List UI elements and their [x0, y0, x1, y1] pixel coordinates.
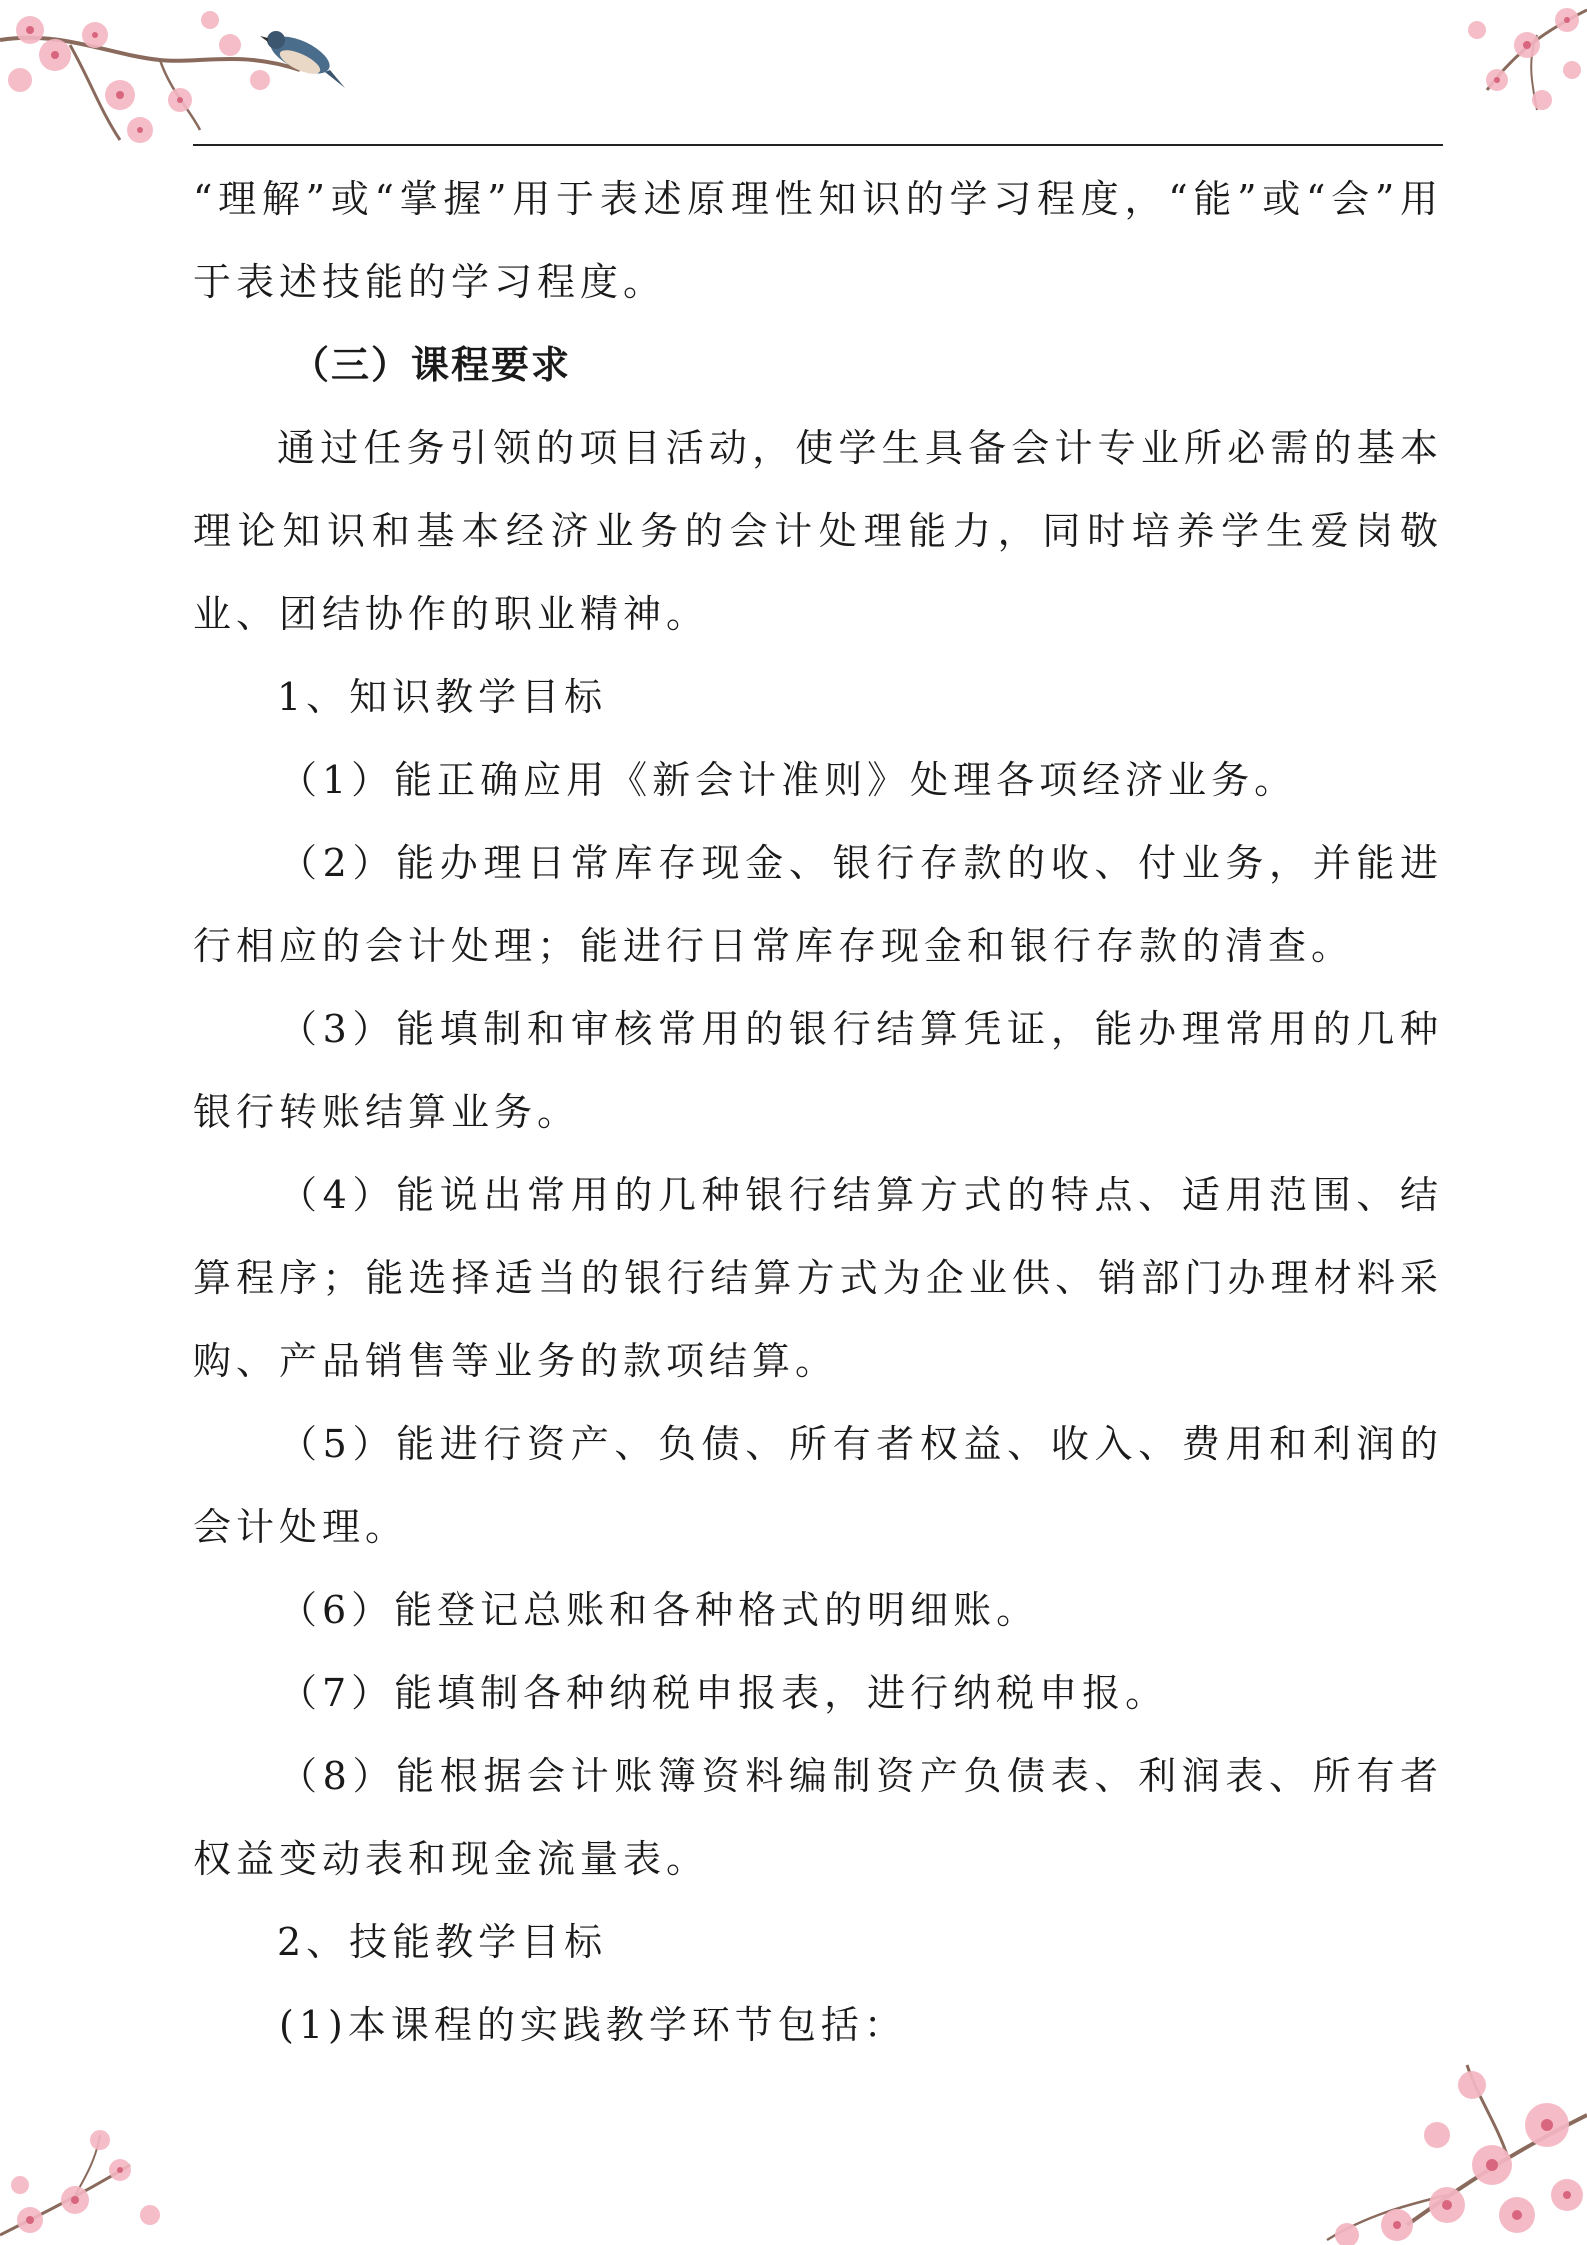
objective-item-2: （2）能办理日常库存现金、银行存款的收、付业务，并能进行相应的会计处理；能进行日常库存现金和银行存款的清查。 [193, 841, 1443, 968]
cherry-blossom-bottom-right-decoration [1147, 2055, 1587, 2245]
objective-item-4: （4）能说出常用的几种银行结算方式的特点、适用范围、结算程序；能选择适当的银行结算方式为企业供、销部门办理材料采购、产品销售等业务的款项结算。 [193, 1173, 1443, 1383]
cherry-blossom-bottom-left-decoration [0, 2105, 200, 2245]
objective-item-5: （5）能进行资产、负债、所有者权益、收入、费用和利润的会计处理。 [193, 1422, 1443, 1549]
section-heading-course-requirements: （三）课程要求 [291, 343, 572, 387]
objective-item-1: （1）能正确应用《新会计准则》处理各项经济业务。 [279, 758, 1298, 802]
paragraph-course-requirements: 通过任务引领的项目活动，使学生具备会计专业所必需的基本理论知识和基本经济业务的会计处理能力，同时培养学生爱岗敬业、团结协作的职业精神。 [193, 426, 1443, 636]
skill-item-1: (1)本课程的实践教学环节包括： [279, 2003, 907, 2047]
bird-icon [260, 29, 345, 88]
document-body [193, 158, 1443, 2067]
objective-item-7: （7）能填制各种纳税申报表，进行纳税申报。 [279, 1671, 1169, 1715]
paragraph-learning-levels: “理解”或“掌握”用于表述原理性知识的学习程度，“能”或“会”用于表述技能的学习程度。 [193, 177, 1443, 304]
cherry-blossom-top-right-decoration [1417, 0, 1587, 130]
objective-item-3: （3）能填制和审核常用的银行结算凭证，能办理常用的几种银行转账结算业务。 [193, 1007, 1443, 1134]
objective-item-8: （8）能根据会计账簿资料编制资产负债表、利润表、所有者权益变动表和现金流量表。 [193, 1754, 1443, 1881]
objective-item-6: （6）能登记总账和各种格式的明细账。 [279, 1588, 1040, 1632]
header-rule [193, 144, 1443, 146]
subheading-knowledge-objectives: 1、知识教学目标 [277, 675, 608, 719]
cherry-blossom-top-left-decoration [0, 0, 360, 160]
subheading-skill-objectives: 2、技能教学目标 [277, 1920, 608, 1964]
